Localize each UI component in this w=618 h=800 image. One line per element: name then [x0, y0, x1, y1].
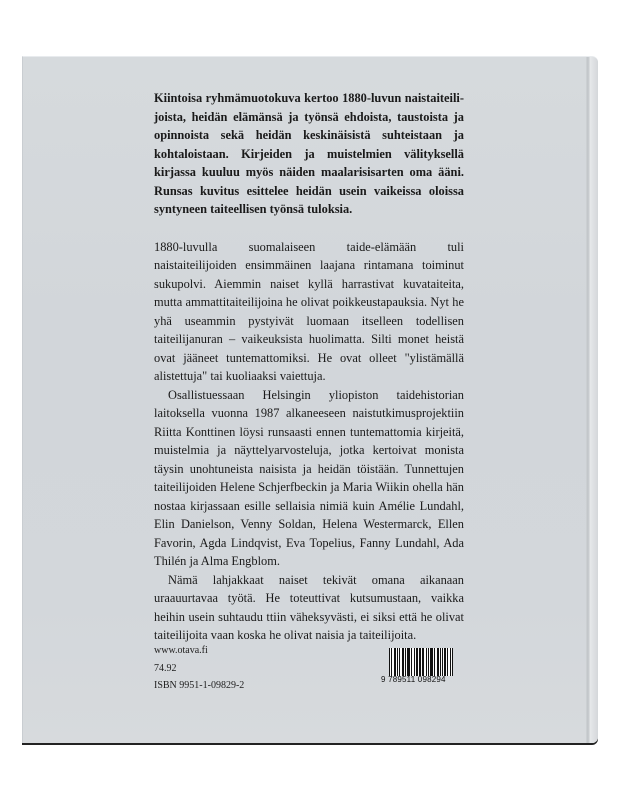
classification-code: 74.92 — [154, 662, 177, 674]
spine-edge — [590, 57, 598, 743]
body-paragraph-3: Nämä lahjakkaat naiset tekivät omana aikanaan uraauurtavaa työtä. He toteuttivat kutsumustaan, vaikka heihin usein suhtaudu ttiin väheksyvästi, ei siksi että he olivat taiteilijoita vaan koska he olivat naisia ja taiteilijoita. — [154, 572, 464, 642]
blurb-text — [154, 89, 464, 645]
barcode-digits: 9 789511 098294 — [381, 675, 446, 684]
isbn: ISBN 9951-1-09829-2 — [154, 680, 245, 691]
lead-paragraph: Kiintoisa ryhmämuotokuva kertoo 1880-luvun naistaiteilijoista, heidän elämänsä ja työnsä ehdoista, taustoista ja opinnoista sekä heidän keskinäisistä suhteistaan ja kohtaloistaan. Kirjeiden ja muistelmien välityksellä kirjassa kuuluu myös näiden maalarisisarten oma ääni. Runsas kuvitus esittelee heidän usein vaikeissa oloissa syntyneen taiteellisen työnsä tuloksia. — [154, 91, 464, 216]
barcode-bars-icon — [389, 648, 453, 676]
body-paragraph-1: 1880-luvulla suomalaiseen taide-elämään tuli naistaiteilijoiden ensimmäinen laajana rintamana toiminut sukupolvi. Aiemmin naiset kyllä harrastivat kuvataiteita, mutta ammattitaiteilijoina he olivat poikkeustapauksia. Nyt he yhä useammin pystyivät luomaan itselleen todellisen taiteilijanuran – vaikeuksista huolimatta. Silti monet heistä ovat jääneet tuntemattomiksi. He ovat olleet "ylistämällä alistettuja" tai kuoliaaksi vaiettuja. — [154, 239, 464, 383]
body-paragraph-2: Osallistuessaan Helsingin yliopiston taidehistorian laitoksella vuonna 1987 alkaneeseen naistutkimusprojektiin Riitta Konttinen löysi runsaasti ennen tuntemattomia kirjeitä, muistelmia ja näyttelyarvosteluja, jotka kertoivat monista täysin unohtuneista naisista ja heidän töistään. Tunnettujen taiteilijoiden Helene Schjerfbeckin ja Maria Wiikin ohella hän nostaa kirjassaan esille sellaisia nimiä kuin Amélie Lundahl, Elin Danielson, Venny Soldan, Helena Westermarck, Ellen Favorin, Agda Lindqvist, Eva Topelius, Fanny Lundahl, Ada Thilén ja Alma Engblom. — [154, 387, 464, 568]
publisher-website: www.otava.fi — [154, 645, 208, 656]
barcode — [381, 648, 453, 686]
book-back-cover — [22, 56, 598, 743]
imprint-block — [154, 642, 244, 695]
